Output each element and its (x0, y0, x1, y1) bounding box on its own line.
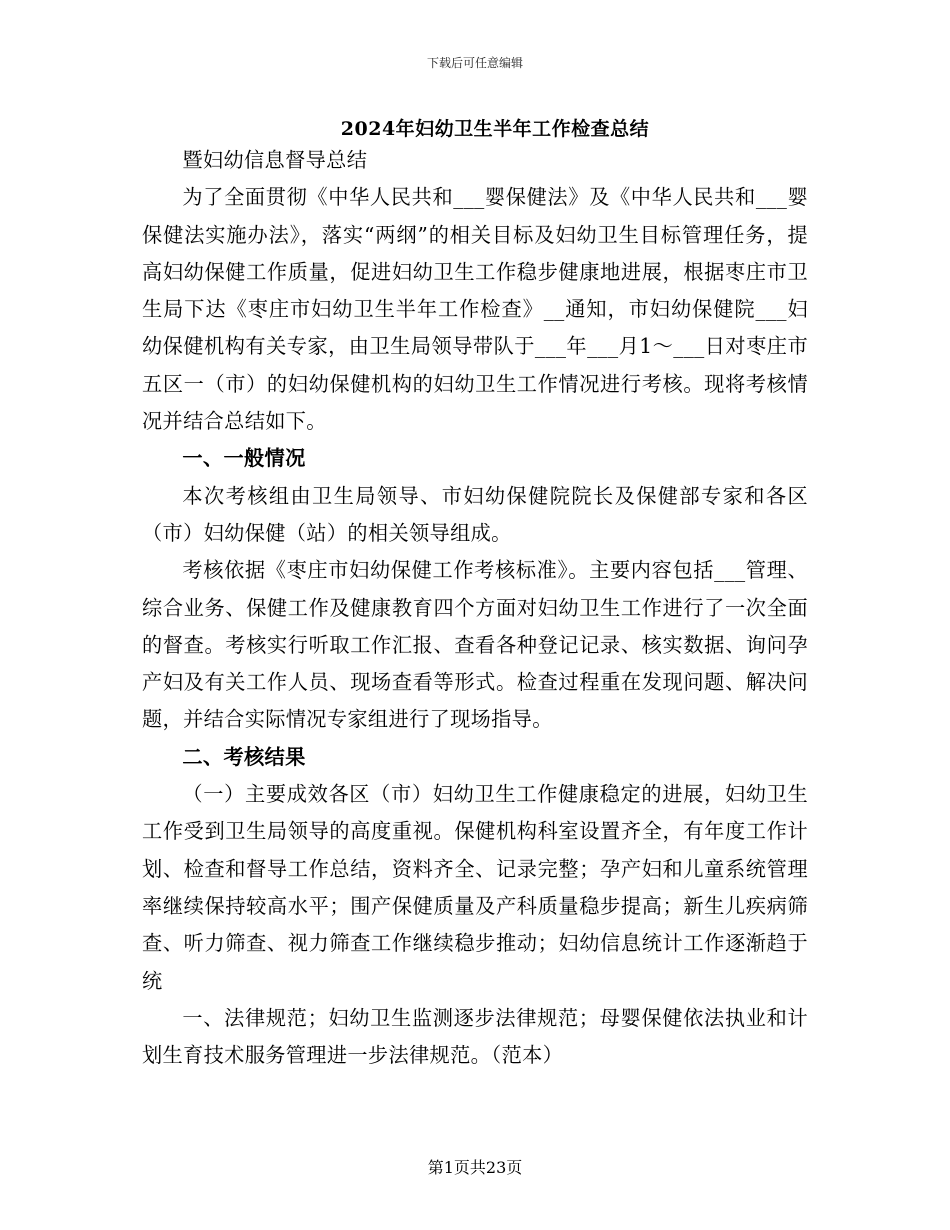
paragraph-achievements: （一）主要成效各区（市）妇幼卫生工作健康稳定的进展，妇幼卫生工作受到卫生局领导的高度重视。保健机构科室设置齐全，有年度工作计划、检查和督导工作总结，资料齐全、记录完整；孕产妇和儿童系统管理率继续保持较高水平；围产保健质量及产科质量稳步提高；新生儿疾病筛查、听力筛查、视力筛查工作继续稳步推动；妇幼信息统计工作逐渐趋于统 (142, 782, 808, 993)
section-heading-general: 一、一般情况 (182, 446, 306, 471)
paragraph-legal: 一、法律规范；妇幼卫生监测逐步法律规范；母婴保健依法执业和计划生育技术服务管理进一步法律规范。（范本） (142, 1005, 808, 1068)
paragraph-basis: 考核依据《枣庄市妇幼保健工作考核标准》。主要内容包括___管理、综合业务、保健工作及健康教育四个方面对妇幼卫生工作进行了一次全面的督查。考核实行听取工作汇报、查看各种登记记录、核实数据、询问孕产妇及有关工作人员、现场查看等形式。检查过程重在发现问题、解决问题，并结合实际情况专家组进行了现场指导。 (142, 558, 808, 732)
paragraph-team: 本次考核组由卫生局领导、市妇幼保健院院长及保健部专家和各区（市）妇幼保健（站）的相关领导组成。 (142, 483, 808, 545)
document-body (142, 142, 808, 1074)
subtitle-paragraph: 暨妇幼信息督导总结 (182, 148, 368, 172)
intro-paragraph: 为了全面贯彻《中华人民共和___婴保健法》及《中华人民共和___婴保健法实施办法》，落实“两纲”的相关目标及妇幼卫生目标管理任务，提高妇幼保健工作质量，促进妇幼卫生工作稳步健康地进展，根据枣庄市卫生局下达《枣庄市妇幼卫生半年工作检查》__通知，市妇幼保健院___妇幼保健机构有关专家，由卫生局领导带队于___年___月1～___日对枣庄市五区一（市）的妇幼保健机构的妇幼卫生工作情况进行考核。现将考核情况并结合总结如下。 (142, 185, 808, 434)
header-note: 下载后可任意编辑 (426, 56, 523, 70)
section-heading-results: 二、考核结果 (182, 744, 306, 769)
document-title: 2024年妇幼卫生半年工作检查总结 (340, 118, 650, 140)
page-footer: 第1页共23页 (427, 1158, 523, 1177)
